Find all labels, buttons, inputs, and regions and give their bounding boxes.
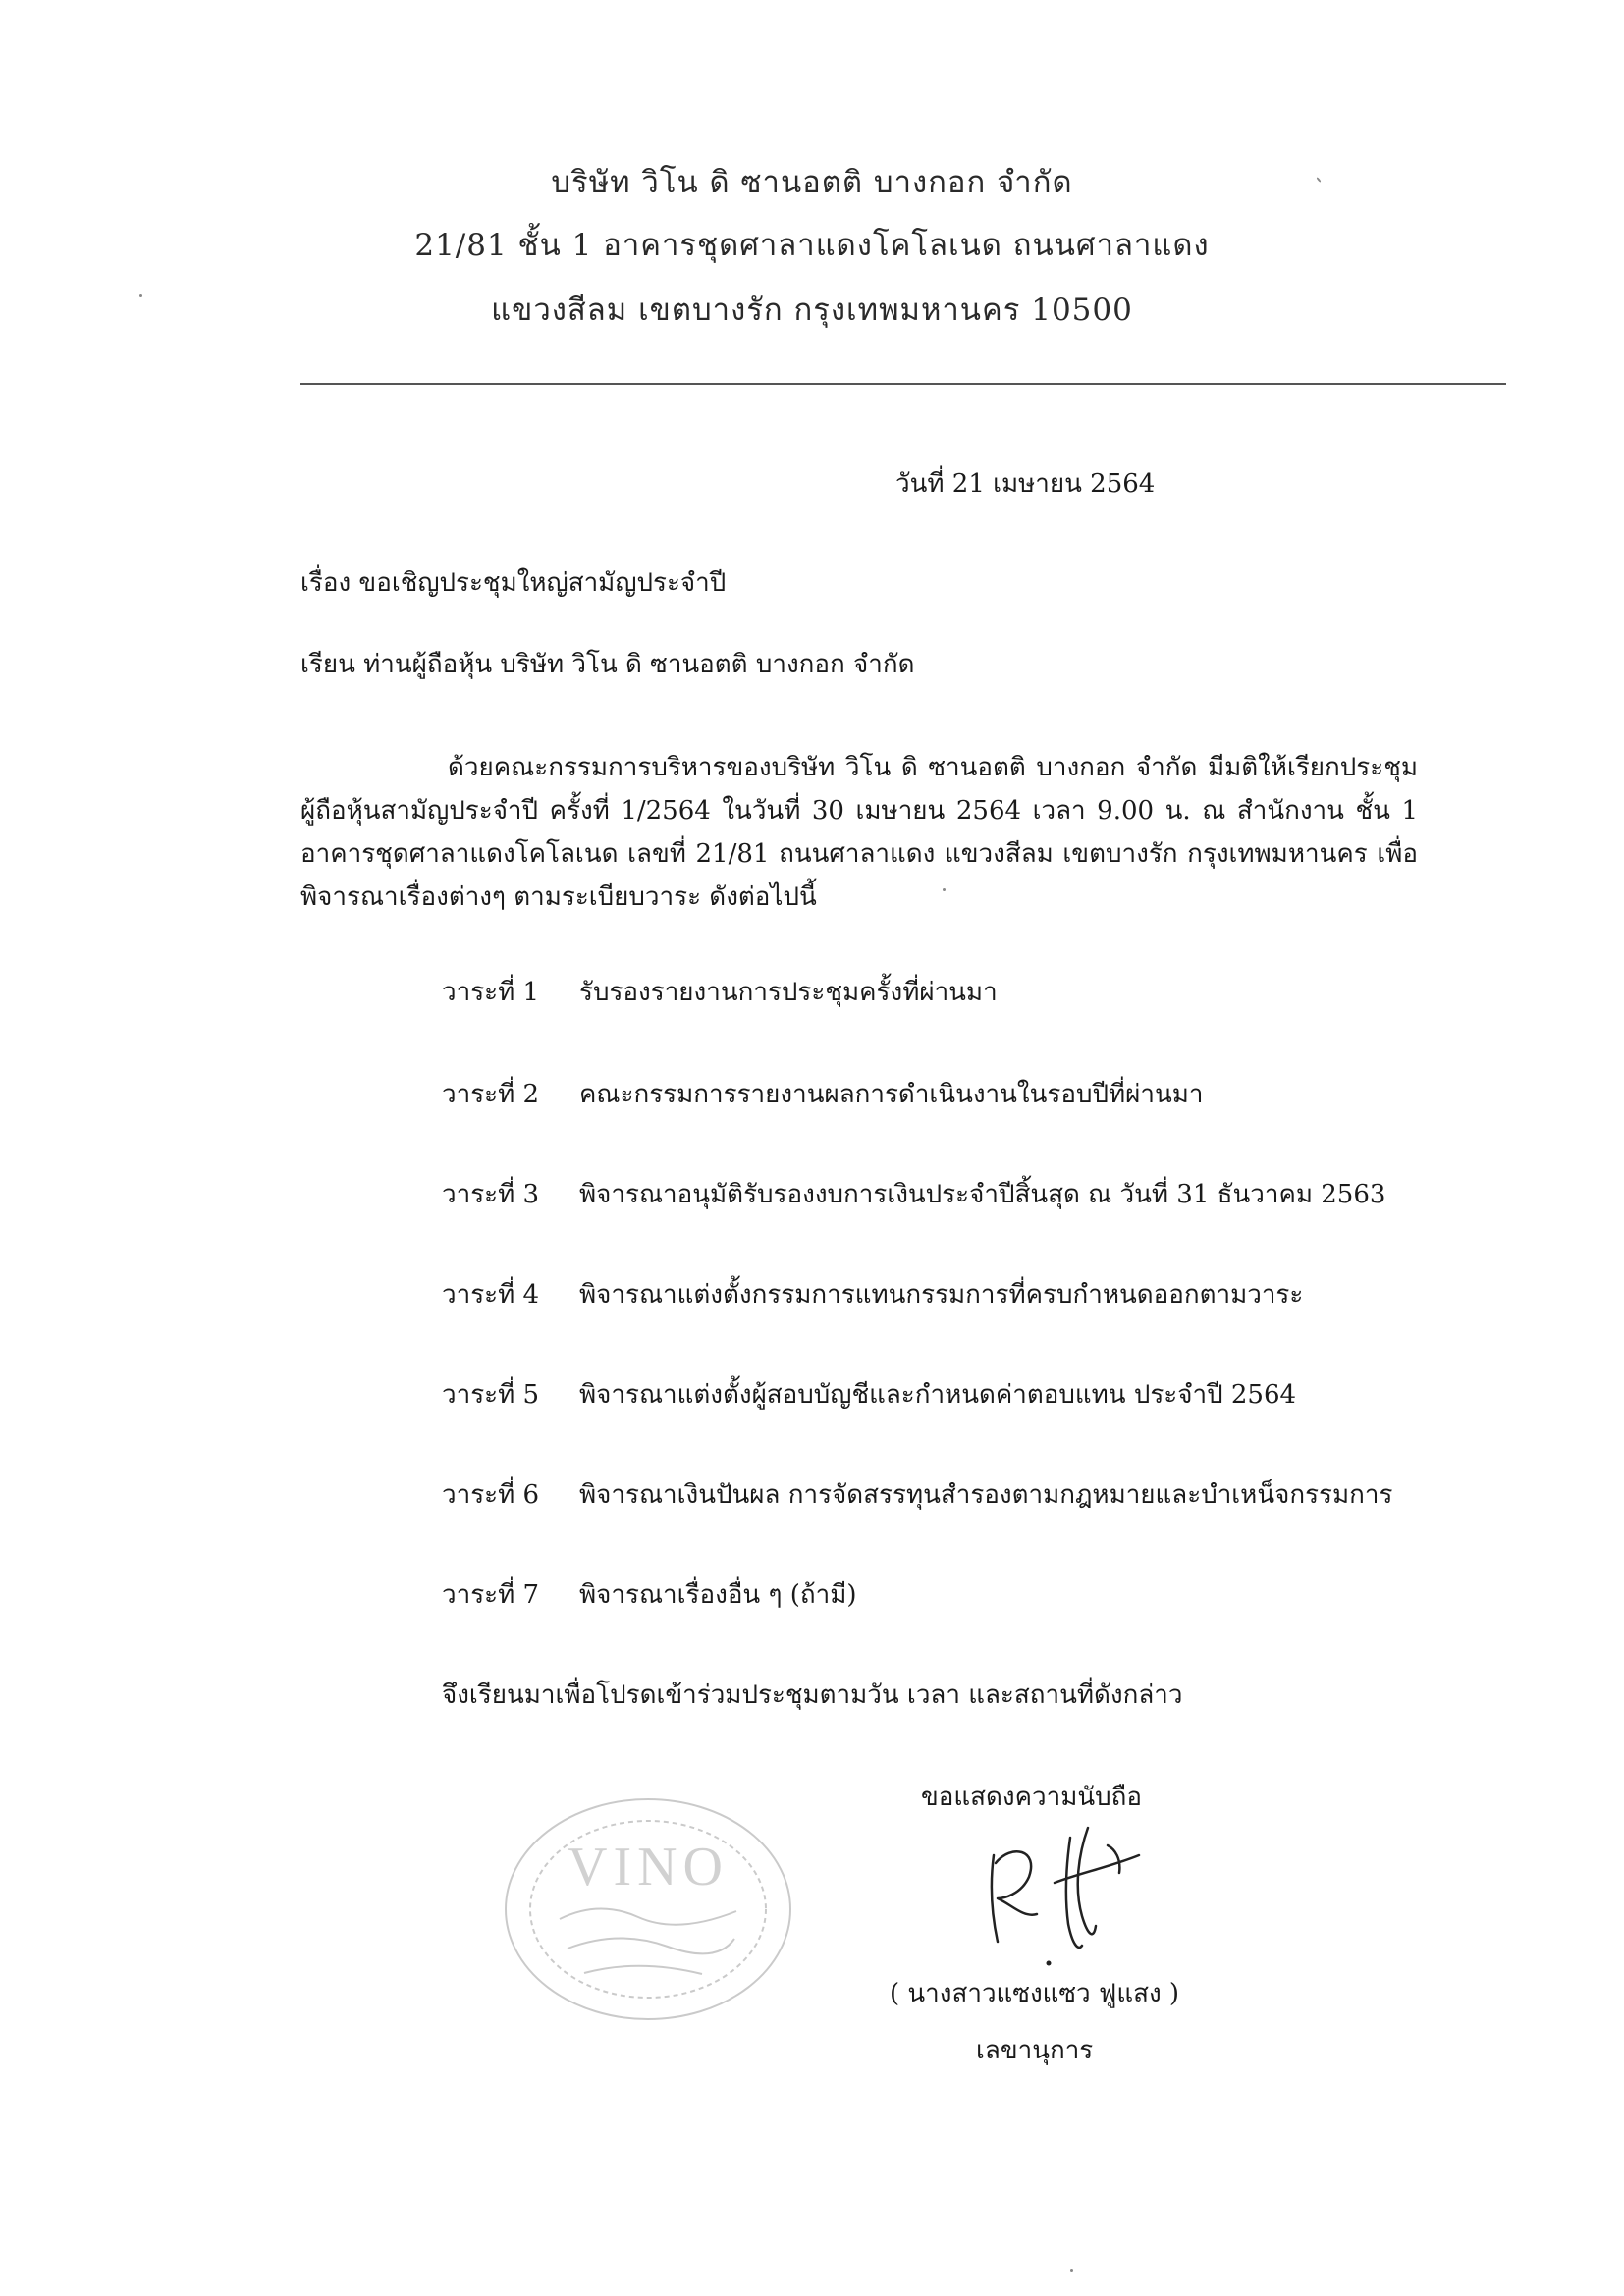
agenda-item <box>442 1274 1303 1314</box>
company-name: บริษัท วิโน ดิ ซานอตติ บางกอก จำกัด <box>551 165 1073 200</box>
company-address-line1: 21/81 ชั้น 1 อาคารชุดศาลาแดงโคโลเนด ถนนศาลาแดง <box>414 228 1210 263</box>
scan-speck <box>1070 2269 1073 2272</box>
closing-sentence: จึงเรียนมาเพื่อโปรดเข้าร่วมประชุมตามวัน เวลา และสถานที่ดังกล่าว <box>442 1681 1183 1710</box>
letter-date: วันที่ 21 เมษายน 2564 <box>895 469 1156 499</box>
body-line: พิจารณาเรื่องต่างๆ ตามระเบียบวาระ ดังต่อไปนี้ <box>300 882 817 912</box>
agenda-text: พิจารณาแต่งตั้งกรรมการแทนกรรมการที่ครบกำหนดออกตามวาระ <box>579 1280 1304 1309</box>
agenda-text: พิจารณาเรื่องอื่น ๆ (ถ้ามี) <box>579 1580 857 1610</box>
agenda-text: พิจารณาอนุมัติรับรองงบการเงินประจำปีสิ้นสุด ณ วันที่ 31 ธันวาคม 2563 <box>579 1180 1386 1209</box>
body-line: ด้วยคณะกรรมการบริหารของบริษัท วิโน ดิ ซานอตติ บางกอก จำกัด มีมติให้เรียกประชุม <box>448 753 1418 782</box>
agenda-number: วาระที่ 3 <box>442 1180 540 1209</box>
body-line: อาคารชุดศาลาแดงโคโลเนด เลขที่ 21/81 ถนนศาลาแดง แขวงสีลม เขตบางรัก กรุงเทพมหานคร เพื่อ <box>300 839 1418 869</box>
agenda-number: วาระที่ 6 <box>442 1480 540 1510</box>
agenda-text: รับรองรายงานการประชุมครั้งที่ผ่านมา <box>579 978 998 1007</box>
agenda-text: พิจารณาเงินปันผล การจัดสรรทุนสำรองตามกฎหมายและบำเหน็จกรรมการ <box>579 1480 1393 1510</box>
agenda-item <box>442 1474 1392 1515</box>
signatory-name: ( นางสาวแซงแซว ฟูแสง ) <box>890 1979 1180 2008</box>
agenda-number: วาระที่ 1 <box>442 978 540 1007</box>
agenda-item <box>442 1374 1296 1415</box>
scan-speck <box>943 888 946 891</box>
company-stamp <box>491 1782 805 2037</box>
agenda-item <box>442 972 998 1012</box>
agenda-item <box>442 1174 1385 1214</box>
letter-recipient: เรียน ท่านผู้ถือหุ้น บริษัท วิโน ดิ ซานอตติ บางกอก จำกัด <box>300 650 915 679</box>
agenda-text: พิจารณาแต่งตั้งผู้สอบบัญชีและกำหนดค่าตอบแทน ประจำปี 2564 <box>579 1380 1297 1410</box>
header-divider <box>300 383 1506 385</box>
letter-subject: เรื่อง ขอเชิญประชุมใหญ่สามัญประจำปี <box>300 568 727 598</box>
agenda-number: วาระที่ 5 <box>442 1380 540 1410</box>
agenda-number: วาระที่ 4 <box>442 1280 540 1309</box>
signatory-title: เลขานุการ <box>976 2036 1094 2065</box>
agenda-number: วาระที่ 2 <box>442 1080 540 1109</box>
agenda-number: วาระที่ 7 <box>442 1580 540 1610</box>
agenda-text: คณะกรรมการรายงานผลการดำเนินงานในรอบปีที่ผ่านมา <box>579 1080 1204 1109</box>
scan-speck <box>139 294 142 297</box>
agenda-item <box>442 1074 1203 1114</box>
agenda-item <box>442 1575 856 1615</box>
signature <box>972 1816 1168 1973</box>
body-paragraph <box>300 746 1418 919</box>
closing-regards: ขอแสดงความนับถือ <box>921 1783 1142 1812</box>
svg-text:VINO: VINO <box>568 1837 729 1897</box>
company-address-line2: แขวงสีลม เขตบางรัก กรุงเทพมหานคร 10500 <box>491 293 1133 328</box>
body-line: ผู้ถือหุ้นสามัญประจำปี ครั้งที่ 1/2564 ในวันที่ 30 เมษายน 2564 เวลา 9.00 น. ณ สำนักงาน ชั้น 1 <box>300 796 1418 826</box>
